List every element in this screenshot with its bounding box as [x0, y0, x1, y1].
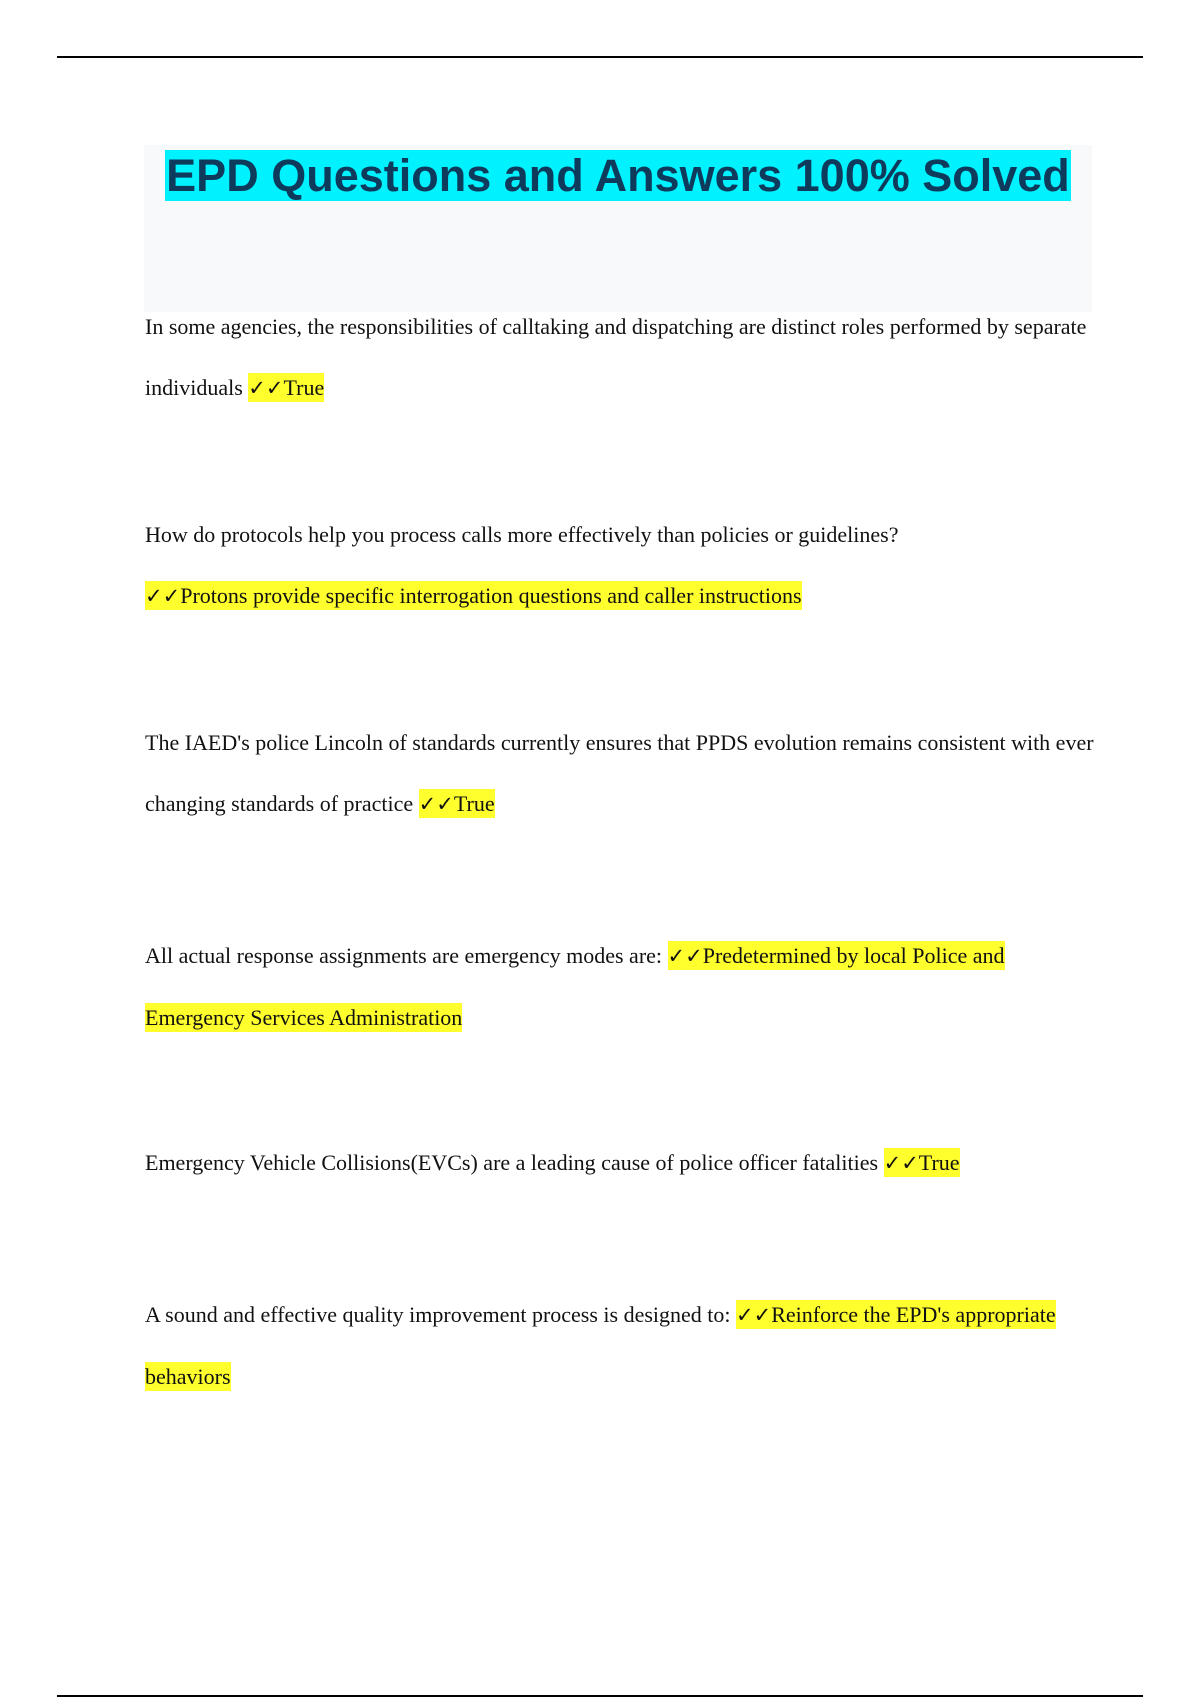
question-text: In some agencies, the responsibilities of calltaking and dispatching are distinct roles performed by separate individuals — [145, 314, 1087, 400]
answer-text: Protons provide specific interrogation questions and caller instructions — [180, 583, 802, 608]
qa-item-1 — [145, 296, 1095, 419]
qa-item-2 — [145, 504, 1095, 627]
qa-item-4 — [145, 925, 1095, 1048]
bottom-rule — [57, 1695, 1143, 1697]
title-block — [144, 145, 1092, 312]
double-check-icon: ✓✓ — [883, 1151, 919, 1175]
qa-item-6 — [145, 1284, 1095, 1407]
question-text: All actual response assignments are emergency modes are: — [145, 943, 663, 968]
answer-highlight — [145, 581, 802, 610]
top-rule — [57, 56, 1143, 58]
answer-highlight — [248, 373, 324, 402]
answer-highlight — [419, 789, 495, 818]
double-check-icon: ✓✓ — [736, 1303, 772, 1327]
qa-item-3 — [145, 712, 1095, 835]
answer-text: Predetermined by local Police and Emergency Services Administration — [145, 943, 1005, 1030]
question-text: The IAED's police Lincoln of standards currently ensures that PPDS evolution remains consistent with ever changing standards of practice — [145, 730, 1094, 816]
double-check-icon: ✓✓ — [418, 792, 454, 816]
question-text: Emergency Vehicle Collisions(EVCs) are a leading cause of police officer fatalities — [145, 1150, 879, 1175]
double-check-icon: ✓✓ — [667, 944, 703, 968]
answer-text: True — [283, 375, 325, 400]
answer-highlight — [884, 1148, 960, 1177]
page-title-text: EPD Questions and Answers 100% Solved — [166, 150, 1070, 201]
page-title — [144, 145, 1092, 203]
double-check-icon: ✓✓ — [248, 376, 284, 400]
answer-text: True — [453, 791, 495, 816]
question-text: A sound and effective quality improvement process is designed to: — [145, 1302, 731, 1327]
qa-item-5 — [145, 1132, 1095, 1194]
answer-text: Reinforce the EPD's appropriate behaviors — [145, 1302, 1056, 1389]
question-text: How do protocols help you process calls more effectively than policies or guidelines? — [145, 522, 899, 547]
double-check-icon: ✓✓ — [145, 584, 181, 608]
answer-text: True — [918, 1150, 960, 1175]
